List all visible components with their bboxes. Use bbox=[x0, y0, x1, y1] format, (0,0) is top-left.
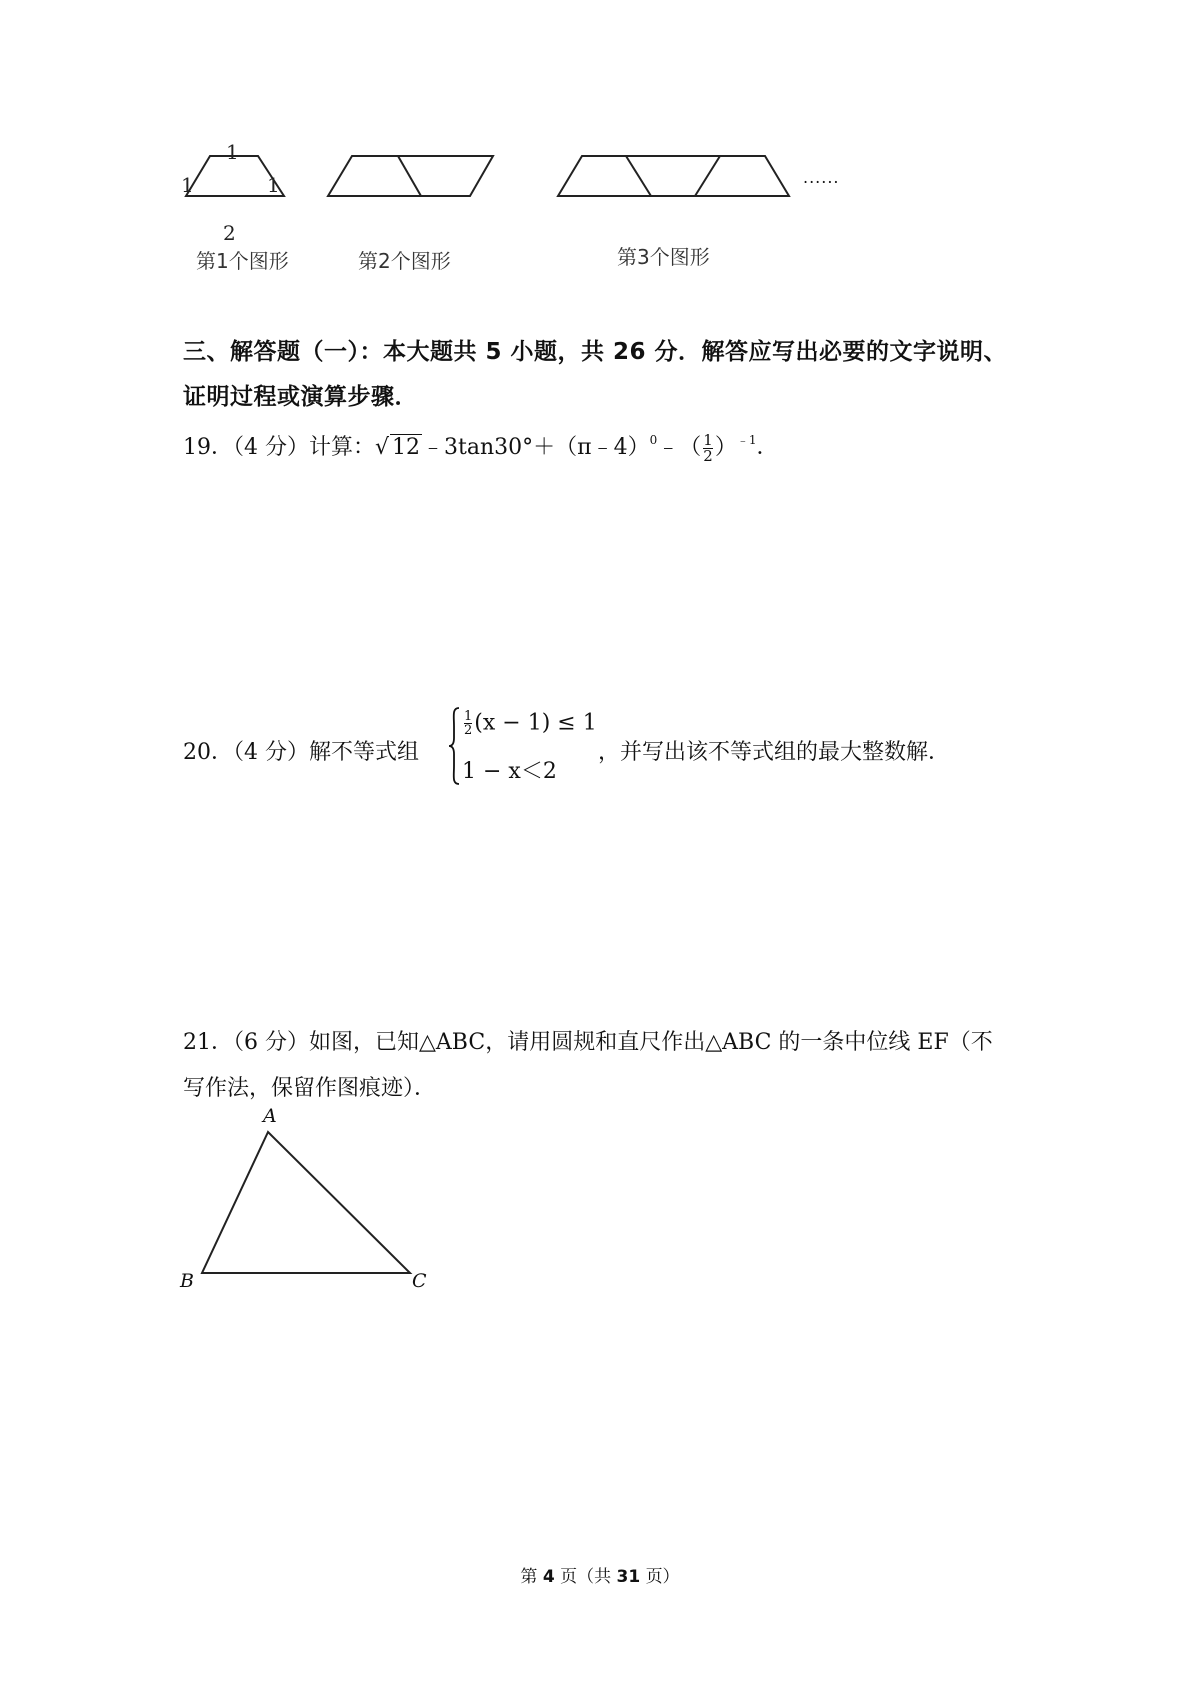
fig2-label: 第2个图形 bbox=[358, 249, 451, 273]
vertex-a-label: A bbox=[263, 1105, 277, 1127]
footer-pre: 第 bbox=[520, 1567, 538, 1587]
inequality-2: 1 − x＜2 bbox=[462, 759, 557, 784]
question-19 bbox=[183, 430, 778, 464]
fig1-top-length: 1 bbox=[226, 140, 239, 164]
fig1-left-length: 1 bbox=[181, 173, 194, 197]
divider-3a bbox=[626, 156, 651, 196]
q21-line1: 21．（6 分）如图，已知△ABC，请用圆规和直尺作出△ABC 的一条中位线 EF（不 bbox=[183, 1030, 993, 1055]
fig3-label: 第3个图形 bbox=[617, 245, 710, 269]
q19-exponent-zero: 0 bbox=[649, 433, 658, 447]
trapezoid-pattern-figures bbox=[0, 120, 1200, 270]
footer-post: 页） bbox=[645, 1567, 680, 1587]
vertex-c-label: C bbox=[412, 1270, 427, 1292]
q19-prefix: 19．（4 分）计算： bbox=[183, 435, 375, 460]
fig1-label: 第1个图形 bbox=[196, 249, 289, 273]
q19-part2: ﹣（ bbox=[657, 435, 702, 460]
q19-end: ． bbox=[756, 435, 779, 460]
fig1-right-length: 1 bbox=[267, 173, 280, 197]
continuation-dots: ...... bbox=[803, 168, 840, 187]
q20-inequality-system bbox=[448, 704, 598, 788]
section-heading-line1: 三、解答题（一）：本大题共 5 小题，共 26 分．解答应写出必要的文字说明、 bbox=[183, 339, 1008, 365]
q20-prefix: 20．（4 分）解不等式组 bbox=[183, 740, 419, 765]
q19-part1: ﹣3tan30°＋（π﹣4） bbox=[422, 435, 650, 460]
sqrt-sign: √ bbox=[375, 435, 390, 460]
q19-exponent-neg1: ﹣1 bbox=[736, 433, 757, 447]
q19-fraction bbox=[703, 430, 713, 465]
inequality-1 bbox=[462, 710, 597, 737]
ineq1-frac-den: 2 bbox=[464, 723, 473, 738]
page-footer bbox=[0, 1562, 1200, 1587]
divider-3b bbox=[695, 156, 720, 196]
q21-line2: 写作法，保留作图痕迹）． bbox=[183, 1076, 437, 1101]
ineq1-rest: (x − 1) ≤ 1 bbox=[474, 710, 597, 736]
q19-part3: ） bbox=[714, 435, 737, 460]
trapezoid-row-3 bbox=[558, 156, 789, 196]
section-heading-line2: 证明过程或演算步骤． bbox=[183, 384, 418, 410]
footer-mid: 页（共 bbox=[560, 1567, 612, 1587]
vertex-b-label: B bbox=[180, 1270, 194, 1292]
divider-2a bbox=[398, 156, 421, 196]
ineq1-frac-num: 1 bbox=[464, 709, 473, 724]
q19-radicand: 12 bbox=[392, 435, 421, 460]
footer-total-pages: 31 bbox=[616, 1567, 641, 1587]
q19-frac-num: 1 bbox=[703, 430, 713, 449]
ineq1-fraction bbox=[464, 710, 472, 737]
q20-suffix: ，并写出该不等式组的最大整数解． bbox=[598, 740, 951, 765]
left-brace bbox=[448, 706, 460, 786]
q19-frac-den: 2 bbox=[703, 446, 713, 465]
footer-page-number: 4 bbox=[542, 1567, 555, 1587]
fig1-bottom-length: 2 bbox=[223, 221, 236, 245]
